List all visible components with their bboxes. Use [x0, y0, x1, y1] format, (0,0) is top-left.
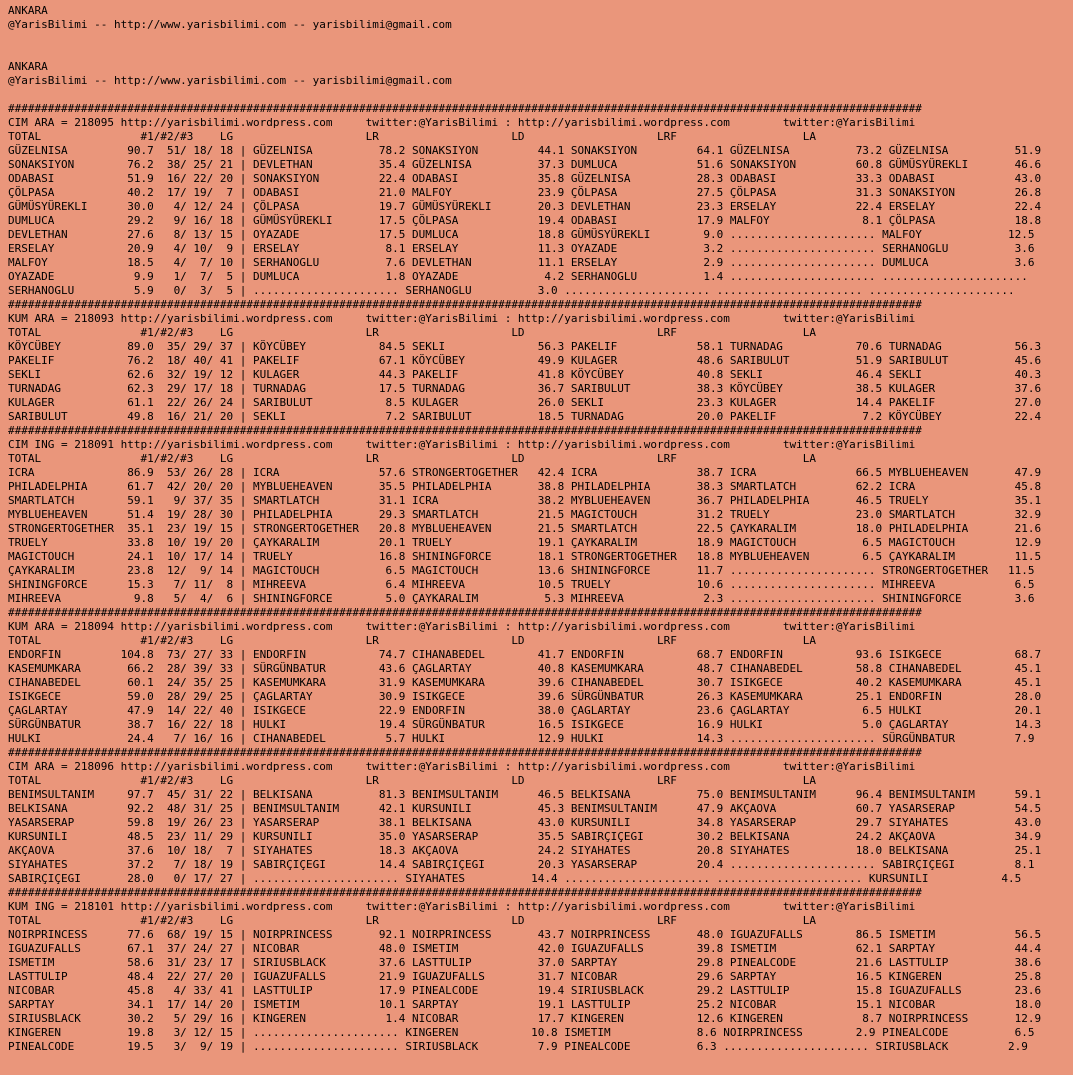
result-row: SHININGFORCE 15.3 7/ 11/ 8 | MIHREEVA 6.4 MIHREEVA 10.5 TRUELY 10.6 ...................... MIHREEVA 6.5 [8, 578, 1035, 591]
race-section [8, 606, 1073, 746]
result-row: ERSELAY 20.9 4/ 10/ 9 | ERSELAY 8.1 ERSELAY 11.3 OYAZADE 3.2 ...................... SERHANOGLU 3.6 [8, 242, 1035, 255]
result-row: NOIRPRINCESS 77.6 68/ 19/ 15 | NOIRPRINCESS 92.1 NOIRPRINCESS 43.7 NOIRPRINCESS 48.0 IGUAZUFALLS 86.5 ISMETIM 56.5 [8, 928, 1042, 941]
result-row: SABIRÇIÇEGI 28.0 0/ 17/ 27 | ...................... SIYAHATES 14.4 ...................... ...................... KURSUNILI 4.5 [8, 872, 1022, 885]
result-row: TRUELY 33.8 10/ 19/ 20 | ÇAYKARALIM 20.1 TRUELY 19.1 ÇAYKARALIM 18.9 MAGICTOUCH 6.5 MAGICTOUCH 12.9 [8, 536, 1042, 549]
result-row: ISIKGECE 59.0 28/ 29/ 25 | ÇAGLARTAY 30.9 ISIKGECE 39.6 SÜRGÜNBATUR 26.3 KASEMUMKARA 25.1 ENDORFIN 28.0 [8, 690, 1042, 703]
result-row: GÜZELNISA 90.7 51/ 18/ 18 | GÜZELNISA 78.2 SONAKSIYON 44.1 SONAKSIYON 64.1 GÜZELNISA 73.2 GÜZELNISA 51.9 [8, 144, 1042, 157]
result-row: SIRIUSBLACK 30.2 5/ 29/ 16 | KINGEREN 1.4 NICOBAR 17.7 KINGEREN 12.6 KINGEREN 8.7 NOIRPRINCESS 12.9 [8, 1012, 1042, 1025]
result-row: DEVLETHAN 27.6 8/ 13/ 15 | OYAZADE 17.5 DUMLUCA 18.8 GÜMÜSYÜREKLI 9.0 ...................... MALFOY 12.5 [8, 228, 1035, 241]
result-row: YASARSERAP 59.8 19/ 26/ 23 | YASARSERAP 38.1 BELKISANA 43.0 KURSUNILI 34.8 YASARSERAP 29.7 SIYAHATES 43.0 [8, 816, 1042, 829]
section-divider: ########################################################################################################################################## [8, 424, 922, 437]
result-row: KÖYCÜBEY 89.0 35/ 29/ 37 | KÖYCÜBEY 84.5 SEKLI 56.3 PAKELIF 58.1 TURNADAG 70.6 TURNADAG 56.3 [8, 340, 1042, 353]
header-contact: @YarisBilimi -- http://www.yarisbilimi.com -- yarisbilimi@gmail.com [8, 74, 452, 87]
result-row: SMARTLATCH 59.1 9/ 37/ 35 | SMARTLATCH 31.1 ICRA 38.2 MYBLUEHEAVEN 36.7 PHILADELPHIA 46.5 TRUELY 35.1 [8, 494, 1042, 507]
result-row: ENDORFIN 104.8 73/ 27/ 33 | ENDORFIN 74.7 CIHANABEDEL 41.7 ENDORFIN 68.7 ENDORFIN 93.6 ISIKGECE 68.7 [8, 648, 1042, 661]
result-row: OYAZADE 9.9 1/ 7/ 5 | DUMLUCA 1.8 OYAZADE 4.2 SERHANOGLU 1.4 ...................... ...................... [8, 270, 1028, 283]
result-row: IGUAZUFALLS 67.1 37/ 24/ 27 | NICOBAR 48.0 ISMETIM 42.0 IGUAZUFALLS 39.8 ISMETIM 62.1 SARPTAY 44.4 [8, 942, 1042, 955]
result-row: SONAKSIYON 76.2 38/ 25/ 21 | DEVLETHAN 35.4 GÜZELNISA 37.3 DUMLUCA 51.6 SONAKSIYON 60.8 GÜMÜSYÜREKLI 46.6 [8, 158, 1042, 171]
result-row: ICRA 86.9 53/ 26/ 28 | ICRA 57.6 STRONGERTOGETHER 42.4 ICRA 38.7 ICRA 66.5 MYBLUEHEAVEN 47.9 [8, 466, 1042, 479]
result-row: BENIMSULTANIM 97.7 45/ 31/ 22 | BELKISANA 81.3 BENIMSULTANIM 46.5 BELKISANA 75.0 BENIMSULTANIM 96.4 BENIMSULTANIM 59.1 [8, 788, 1042, 801]
result-row: SEKLI 62.6 32/ 19/ 12 | KULAGER 44.3 PAKELIF 41.8 KÖYCÜBEY 40.8 SEKLI 46.4 SEKLI 40.3 [8, 368, 1042, 381]
race-sections [8, 102, 1073, 1054]
result-row: DUMLUCA 29.2 9/ 16/ 18 | GÜMÜSYÜREKLI 17.5 ÇÖLPASA 19.4 ODABASI 17.9 MALFOY 8.1 ÇÖLPASA 18.8 [8, 214, 1042, 227]
result-row: SIYAHATES 37.2 7/ 18/ 19 | SABIRÇIÇEGI 14.4 SABIRÇIÇEGI 20.3 YASARSERAP 20.4 ...................... SABIRÇIÇEGI 8.1 [8, 858, 1035, 871]
race-title: CIM ARA = 218095 http://yarisbilimi.wordpress.com twitter:@YarisBilimi : http://yarisbilimi.wordpress.com twitter:@YarisBilimi [8, 116, 916, 129]
race-section [8, 298, 1073, 424]
column-headers: TOTAL #1/#2/#3 LG LR LD LRF LA [8, 452, 816, 465]
result-row: PAKELIF 76.2 18/ 40/ 41 | PAKELIF 67.1 KÖYCÜBEY 49.9 KULAGER 48.6 SARIBULUT 51.9 SARIBULUT 45.6 [8, 354, 1042, 367]
result-row: ÇAYKARALIM 23.8 12/ 9/ 14 | MAGICTOUCH 6.5 MAGICTOUCH 13.6 SHININGFORCE 11.7 ...................... STRONGERTOGETHER 11.5 [8, 564, 1035, 577]
column-headers: TOTAL #1/#2/#3 LG LR LD LRF LA [8, 130, 816, 143]
result-row: TURNADAG 62.3 29/ 17/ 18 | TURNADAG 17.5 TURNADAG 36.7 SARIBULUT 38.3 KÖYCÜBEY 38.5 KULAGER 37.6 [8, 382, 1042, 395]
column-headers: TOTAL #1/#2/#3 LG LR LD LRF LA [8, 914, 816, 927]
column-headers: TOTAL #1/#2/#3 LG LR LD LRF LA [8, 774, 816, 787]
result-row: ISMETIM 58.6 31/ 23/ 17 | SIRIUSBLACK 37.6 LASTTULIP 37.0 SARPTAY 29.8 PINEALCODE 21.6 LASTTULIP 38.6 [8, 956, 1042, 969]
race-title: KUM ARA = 218093 http://yarisbilimi.wordpress.com twitter:@YarisBilimi : http://yarisbilimi.wordpress.com twitter:@YarisBilimi [8, 312, 916, 325]
section-divider: ########################################################################################################################################## [8, 298, 922, 311]
section-divider: ########################################################################################################################################## [8, 606, 922, 619]
result-row: KULAGER 61.1 22/ 26/ 24 | SARIBULUT 8.5 KULAGER 26.0 SEKLI 23.3 KULAGER 14.4 PAKELIF 27.0 [8, 396, 1042, 409]
section-divider: ########################################################################################################################################## [8, 746, 922, 759]
column-headers: TOTAL #1/#2/#3 LG LR LD LRF LA [8, 634, 816, 647]
result-row: SARPTAY 34.1 17/ 14/ 20 | ISMETIM 10.1 SARPTAY 19.1 LASTTULIP 25.2 NICOBAR 15.1 NICOBAR 18.0 [8, 998, 1042, 1011]
result-row: PHILADELPHIA 61.7 42/ 20/ 20 | MYBLUEHEAVEN 35.5 PHILADELPHIA 38.8 PHILADELPHIA 38.3 SMARTLATCH 62.2 ICRA 45.8 [8, 480, 1042, 493]
result-row: MAGICTOUCH 24.1 10/ 17/ 14 | TRUELY 16.8 SHININGFORCE 18.1 STRONGERTOGETHER 18.8 MYBLUEHEAVEN 6.5 ÇAYKARALIM 11.5 [8, 550, 1042, 563]
section-divider: ########################################################################################################################################## [8, 102, 922, 115]
result-row: HULKI 24.4 7/ 16/ 16 | CIHANABEDEL 5.7 HULKI 12.9 HULKI 14.3 ...................... SÜRGÜNBATUR 7.9 [8, 732, 1035, 745]
result-row: LASTTULIP 48.4 22/ 27/ 20 | IGUAZUFALLS 21.9 IGUAZUFALLS 31.7 NICOBAR 29.6 SARPTAY 16.5 KINGEREN 25.8 [8, 970, 1042, 983]
result-row: GÜMÜSYÜREKLI 30.0 4/ 12/ 24 | ÇÖLPASA 19.7 GÜMÜSYÜREKLI 20.3 DEVLETHAN 23.3 ERSELAY 22.4 ERSELAY 22.4 [8, 200, 1042, 213]
spacer [8, 88, 1073, 102]
result-row: MYBLUEHEAVEN 51.4 19/ 28/ 30 | PHILADELPHIA 29.3 SMARTLATCH 21.5 MAGICTOUCH 31.2 TRUELY 23.0 SMARTLATCH 32.9 [8, 508, 1042, 521]
race-section [8, 746, 1073, 886]
result-row: SERHANOGLU 5.9 0/ 3/ 5 | ...................... SERHANOGLU 3.0 ...................... ...................... ...................... [8, 284, 1015, 297]
result-row: BELKISANA 92.2 48/ 31/ 25 | BENIMSULTANIM 42.1 KURSUNILI 45.3 BENIMSULTANIM 47.9 AKÇAOVA 60.7 YASARSERAP 54.5 [8, 802, 1042, 815]
section-divider: ########################################################################################################################################## [8, 886, 922, 899]
result-row: ÇÖLPASA 40.2 17/ 19/ 7 | ODABASI 21.0 MALFOY 23.9 ÇÖLPASA 27.5 ÇÖLPASA 31.3 SONAKSIYON 26.8 [8, 186, 1042, 199]
race-section [8, 424, 1073, 606]
race-title: KUM ING = 218101 http://yarisbilimi.wordpress.com twitter:@YarisBilimi : http://yarisbilimi.wordpress.com twitter:@YarisBilimi [8, 900, 916, 913]
result-row: KURSUNILI 48.5 23/ 11/ 29 | KURSUNILI 35.0 YASARSERAP 35.5 SABIRÇIÇEGI 30.2 BELKISANA 24.2 AKÇAOVA 34.9 [8, 830, 1042, 843]
race-title: KUM ARA = 218094 http://yarisbilimi.wordpress.com twitter:@YarisBilimi : http://yarisbilimi.wordpress.com twitter:@YarisBilimi [8, 620, 916, 633]
spacer [8, 32, 1073, 60]
column-headers: TOTAL #1/#2/#3 LG LR LD LRF LA [8, 326, 816, 339]
race-section [8, 102, 1073, 298]
result-row: MALFOY 18.5 4/ 7/ 10 | SERHANOGLU 7.6 DEVLETHAN 11.1 ERSELAY 2.9 ...................... DUMLUCA 3.6 [8, 256, 1035, 269]
result-row: ÇAGLARTAY 47.9 14/ 22/ 40 | ISIKGECE 22.9 ENDORFIN 38.0 ÇAGLARTAY 23.6 ÇAGLARTAY 6.5 HULKI 20.1 [8, 704, 1042, 717]
result-row: ODABASI 51.9 16/ 22/ 20 | SONAKSIYON 22.4 ODABASI 35.8 GÜZELNISA 28.3 ODABASI 33.3 ODABASI 43.0 [8, 172, 1042, 185]
header-city: ANKARA [8, 60, 48, 73]
result-row: SÜRGÜNBATUR 38.7 16/ 22/ 18 | HULKI 19.4 SÜRGÜNBATUR 16.5 ISIKGECE 16.9 HULKI 5.0 ÇAGLARTAY 14.3 [8, 718, 1042, 731]
race-title: CIM ING = 218091 http://yarisbilimi.wordpress.com twitter:@YarisBilimi : http://yarisbilimi.wordpress.com twitter:@YarisBilimi [8, 438, 916, 451]
race-title: CIM ARA = 218096 http://yarisbilimi.wordpress.com twitter:@YarisBilimi : http://yarisbilimi.wordpress.com twitter:@YarisBilimi [8, 760, 916, 773]
result-row: MIHREEVA 9.8 5/ 4/ 6 | SHININGFORCE 5.0 ÇAYKARALIM 5.3 MIHREEVA 2.3 ...................... SHININGFORCE 3.6 [8, 592, 1035, 605]
result-row: NICOBAR 45.8 4/ 33/ 41 | LASTTULIP 17.9 PINEALCODE 19.4 SIRIUSBLACK 29.2 LASTTULIP 15.8 IGUAZUFALLS 23.6 [8, 984, 1042, 997]
header-contact: @YarisBilimi -- http://www.yarisbilimi.com -- yarisbilimi@gmail.com [8, 18, 452, 31]
result-row: AKÇAOVA 37.6 10/ 18/ 7 | SIYAHATES 18.3 AKÇAOVA 24.2 SIYAHATES 20.8 SIYAHATES 18.0 BELKISANA 25.1 [8, 844, 1042, 857]
result-row: STRONGERTOGETHER 35.1 23/ 19/ 15 | STRONGERTOGETHER 20.8 MYBLUEHEAVEN 21.5 SMARTLATCH 22.5 ÇAYKARALIM 18.0 PHILADELPHIA 21.6 [8, 522, 1042, 535]
result-row: KASEMUMKARA 66.2 28/ 39/ 33 | SÜRGÜNBATUR 43.6 ÇAGLARTAY 40.8 KASEMUMKARA 48.7 CIHANABEDEL 58.8 CIHANABEDEL 45.1 [8, 662, 1042, 675]
result-row: CIHANABEDEL 60.1 24/ 35/ 25 | KASEMUMKARA 31.9 KASEMUMKARA 39.6 CIHANABEDEL 30.7 ISIKGECE 40.2 KASEMUMKARA 45.1 [8, 676, 1042, 689]
race-section [8, 886, 1073, 1054]
result-row: SARIBULUT 49.8 16/ 21/ 20 | SEKLI 7.2 SARIBULUT 18.5 TURNADAG 20.0 PAKELIF 7.2 KÖYCÜBEY 22.4 [8, 410, 1042, 423]
result-row: PINEALCODE 19.5 3/ 9/ 19 | ...................... SIRIUSBLACK 7.9 PINEALCODE 6.3 ...................... SIRIUSBLACK 2.9 [8, 1040, 1028, 1053]
result-row: KINGEREN 19.8 3/ 12/ 15 | ...................... KINGEREN 10.8 ISMETIM 8.6 NOIRPRINCESS 2.9 PINEALCODE 6.5 [8, 1026, 1035, 1039]
header-city: ANKARA [8, 4, 48, 17]
